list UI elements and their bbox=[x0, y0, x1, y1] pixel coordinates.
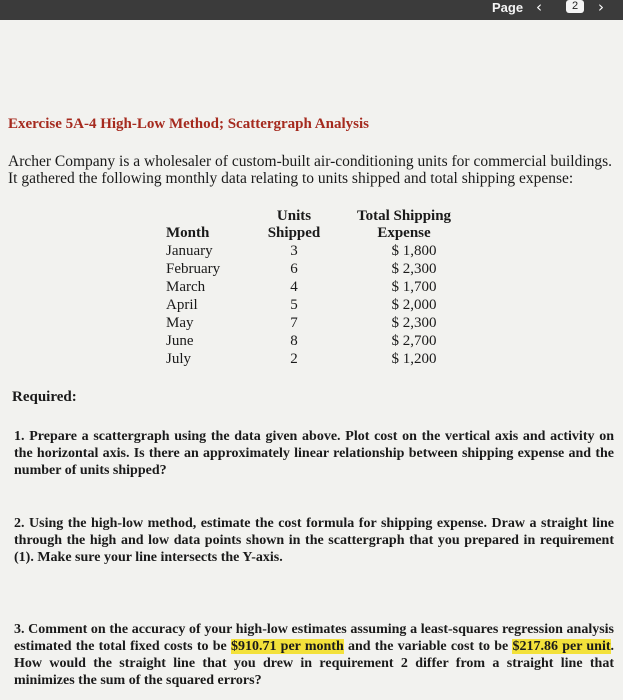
expense-cell: $ 1,700 bbox=[391, 279, 437, 295]
table-row bbox=[166, 242, 464, 260]
units-cell: 5 bbox=[290, 297, 298, 313]
expense-cell: $ 2,000 bbox=[391, 297, 437, 313]
month-header: Month bbox=[166, 225, 210, 241]
units-header-line1: Units bbox=[276, 208, 312, 224]
units-cell: 6 bbox=[290, 261, 298, 277]
month-cell: June bbox=[166, 333, 194, 349]
units-cell: 3 bbox=[290, 243, 298, 259]
month-cell: July bbox=[166, 351, 192, 367]
expense-cell: $ 2,300 bbox=[391, 261, 437, 277]
top-toolbar bbox=[0, 0, 623, 20]
header-row-1 bbox=[166, 208, 464, 225]
chevron-left-icon[interactable]: ‹ bbox=[536, 0, 542, 16]
units-header-line2: Shipped bbox=[267, 225, 321, 241]
expense-header-line2: Expense bbox=[377, 225, 431, 241]
highlight-variable-cost: $217.86 per unit bbox=[512, 639, 611, 654]
month-cell: May bbox=[166, 315, 194, 331]
month-cell: April bbox=[166, 297, 198, 313]
expense-cell: $ 2,300 bbox=[391, 315, 437, 331]
page-label: Page bbox=[492, 0, 524, 15]
highlight-fixed-cost: $910.71 per month bbox=[230, 639, 344, 654]
units-cell: 8 bbox=[290, 333, 298, 349]
units-cell: 7 bbox=[290, 315, 298, 331]
requirement-3 bbox=[14, 621, 614, 689]
requirement-2: 2. Using the high-low method, estimate the cost formula for shipping expense. Draw a straight line through the high and low data points shown in the scattergraph that you prepared in requirement (1). Make sure your line intersects the Y-axis. bbox=[14, 516, 614, 565]
expense-cell: $ 1,200 bbox=[391, 351, 437, 367]
table-row bbox=[166, 260, 464, 278]
expense-cell: $ 1,800 bbox=[391, 243, 437, 259]
requirement-3-text-b: and the variable cost to be bbox=[343, 639, 513, 654]
expense-header-line1: Total Shipping bbox=[356, 208, 452, 224]
month-cell: February bbox=[166, 261, 221, 277]
requirement-1: 1. Prepare a scattergraph using the data given above. Plot cost on the vertical axis and activity on the horizontal axis. Is there an approximately linear relationship between shipping expense and the number of units shipped? bbox=[14, 429, 614, 478]
units-cell: 4 bbox=[290, 279, 298, 295]
table-row bbox=[166, 278, 464, 296]
requirement-3-text-a: 3. Comment on the accuracy of your high-low estimates assuming a least-squares regression analysis estimated the total fixed costs to be bbox=[14, 622, 614, 654]
table-row bbox=[166, 296, 464, 314]
table-row bbox=[166, 314, 464, 332]
month-cell: January bbox=[166, 243, 213, 259]
expense-cell: $ 2,700 bbox=[391, 333, 437, 349]
units-cell: 2 bbox=[290, 351, 298, 367]
chevron-right-icon[interactable]: › bbox=[598, 0, 604, 16]
requirement-3-text-c: . How would the straight line that you drew in requirement 2 differ from a straight line that minimizes the sum of the squared errors? bbox=[14, 639, 615, 688]
exercise-title: Exercise 5A-4 High-Low Method; Scattergraph Analysis bbox=[8, 116, 369, 132]
header-row-2 bbox=[166, 225, 464, 242]
table-row bbox=[166, 332, 464, 350]
data-table bbox=[166, 208, 464, 368]
required-heading: Required: bbox=[12, 389, 77, 405]
page-number-box[interactable]: 2 bbox=[566, 0, 584, 13]
month-cell: March bbox=[166, 279, 206, 295]
intro-paragraph: Archer Company is a wholesaler of custom-built air-conditioning units for commercial buildings. It gathered the following monthly data relating to units shipped and total shipping expense: bbox=[8, 153, 613, 187]
table-row bbox=[166, 350, 464, 368]
